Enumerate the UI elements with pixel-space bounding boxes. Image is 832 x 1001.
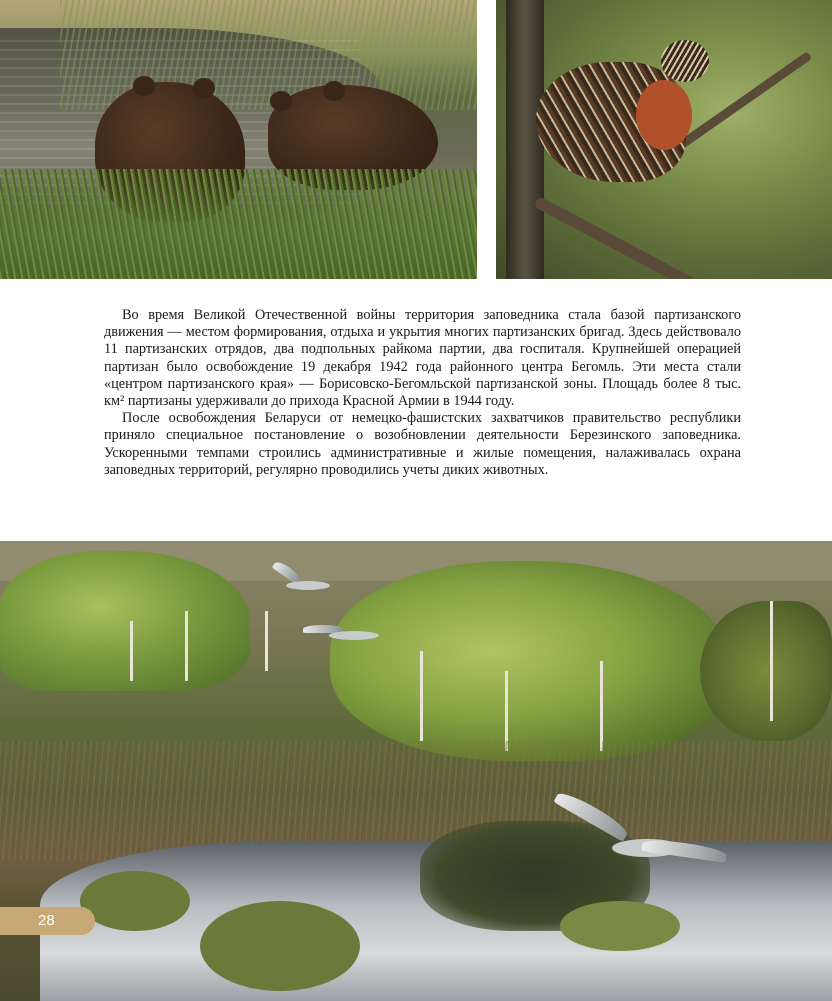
forest-right [700, 601, 832, 741]
birch-trunk [185, 611, 188, 681]
paragraph-2: После освобождения Беларуси от немецко-фашистских захватчиков правительство республики приняло специальное постановление о возобновлении деятельности Березинского заповедника. Ускоренными темпами строились административные и жилые помещения, налаживалась охрана заповедных территорий, регулярно проводились учеты диких животных. [104, 410, 741, 478]
forest-center [330, 561, 730, 761]
branch [533, 196, 742, 279]
tree-trunk [506, 0, 544, 279]
page-number: 28 [38, 912, 55, 929]
grass-island [200, 901, 360, 991]
photo-landscape [0, 541, 832, 1001]
crane-flying [303, 621, 383, 651]
crane-flying-large [552, 799, 727, 874]
birch-trunk [505, 671, 508, 751]
paragraph-1: Во время Великой Отечественной войны территория заповедника стала базой партизанского движения — местом формирования, отдыха и укрытия многих партизанских бригад. Здесь действовало 11 партизанских отрядов, два подпольных райкома партии, два госпиталя. Крупнейшей операцией партизан было освобождение 19 декабря 1942 года районного центра Бегомль. Эти места стали «центром партизанского края» — Борисовско-Бегомльской партизанской зоны. Площадь более 8 тыс. км² партизаны удерживали до прихода Красной Армии в 1944 году. [104, 307, 741, 410]
photo-capercaillie [496, 0, 832, 279]
birch-trunk [265, 611, 268, 671]
page-number-tab [0, 907, 95, 935]
grass-island [560, 901, 680, 951]
birch-trunk [420, 651, 423, 741]
birch-trunk [600, 661, 603, 751]
photo-bears [0, 0, 477, 279]
grass-foreground [0, 169, 477, 279]
article-text [104, 307, 741, 479]
crane-flying [268, 567, 338, 597]
capercaillie-breast [636, 80, 692, 150]
forest-left [0, 551, 250, 691]
grass-island [80, 871, 190, 931]
capercaillie-head [661, 40, 709, 82]
birch-trunk [770, 601, 773, 721]
birch-trunk [130, 621, 133, 681]
